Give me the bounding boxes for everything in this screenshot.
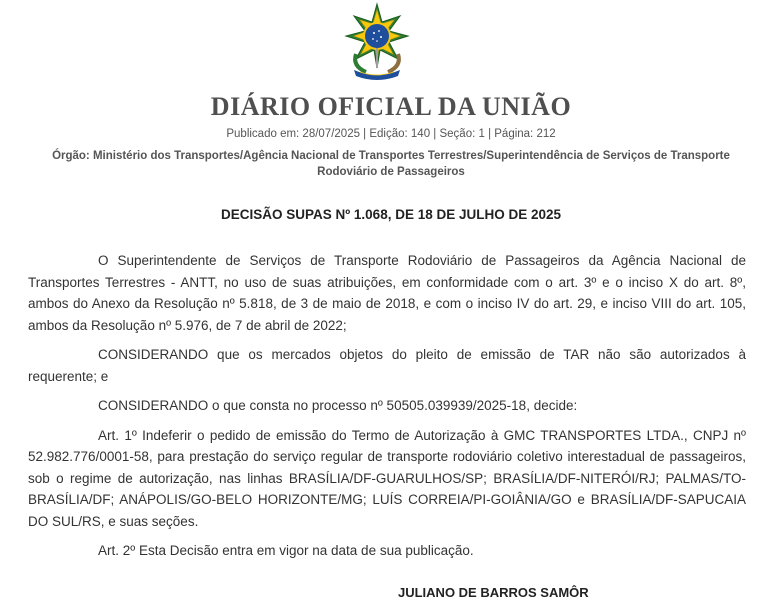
decision-body [28,250,746,570]
article-1-paragraph: Art. 1º Indeferir o pedido de emissão do Termo de Autorização à GMC TRANSPORTES LTDA., CNPJ nº 52.982.776/0001-58, para prestação do serviço regular de transporte rodoviário coletivo interestadual de passageiros, sob o regime de autorização, nas linhas BRASÍLIA/DF-GUARULHOS/SP; BRASÍLIA/DF-NITERÓI/RJ; PALMAS/TO-BRASÍLIA/DF; ANÁPOLIS/GO-BELO HORIZONTE/MG; LUÍS CORREIA/PI-GOIÂNIA/GO e BRASÍLIA/DF-SAPUCAIA DO SUL/RS, e suas seções. [28,427,746,529]
considering-paragraph-1: CONSIDERANDO que os mercados objetos do pleito de emissão de TAR não são autorizados à requerente; e [28,347,746,384]
newspaper-title: DIÁRIO OFICIAL DA UNIÃO [210,92,572,121]
brazil-coat-of-arms-icon [342,2,412,80]
issuing-organ: Órgão: Ministério dos Transportes/Agência Nacional de Transportes Terrestres/Superintendência de Serviços de Transporte Rodoviário de Passageiros [52,150,730,178]
preamble-paragraph: O Superintendente de Serviços de Transporte Rodoviário de Passageiros da Agência Nacional de Transportes Terrestres - ANTT, no uso de suas atribuições, em conformidade com o art. 3º e o inciso X do art. 8º, ambos do Anexo da Resolução nº 5.818, de 3 de maio de 2018, e com o inciso IV do art. 29, e inciso VIII do art. 105, ambos da Resolução nº 5.976, de 7 de abril de 2022; [28,253,746,333]
considering-paragraph-2: CONSIDERANDO o que consta no processo nº 50505.039939/2025-18, decide: [98,398,578,413]
signatory-name: JULIANO DE BARROS SAMÔR [398,585,589,600]
publication-meta: Publicado em: 28/07/2025 | Edição: 140 | Seção: 1 | Página: 212 [226,128,556,140]
article-2-paragraph: Art. 2º Esta Decisão entra em vigor na data de sua publicação. [98,543,474,558]
decision-title: DECISÃO SUPAS Nº 1.068, DE 18 DE JULHO DE 2025 [220,207,562,222]
